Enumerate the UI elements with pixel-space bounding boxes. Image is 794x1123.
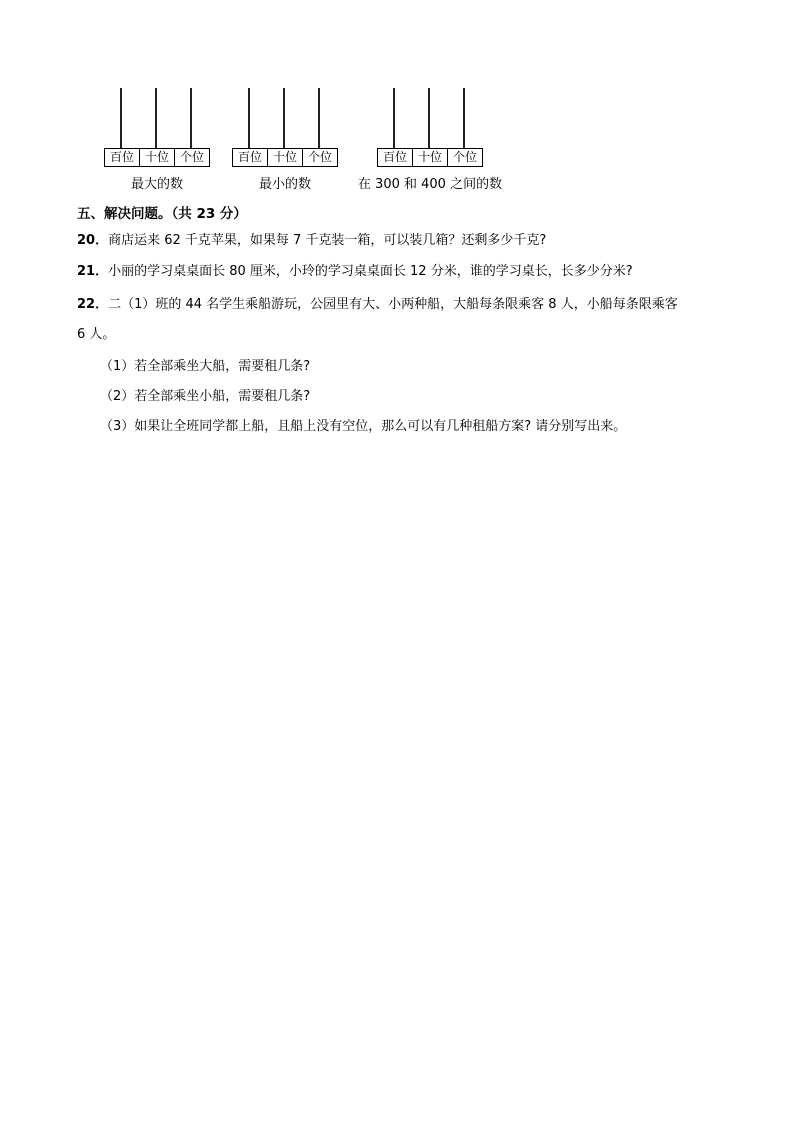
question-text: 二（1）班的 44 名学生乘船游玩，公园里有大、小两种船，大船每条限乘客 8 人，小船每条限乘客	[108, 297, 678, 312]
question-22	[77, 293, 678, 312]
abacus-rod-tens	[283, 88, 285, 148]
abacus-rod-ones	[463, 88, 465, 148]
label-tens: 十位	[268, 149, 303, 166]
abacus-rod-ones	[190, 88, 192, 148]
abacus-rod-tens	[428, 88, 430, 148]
section-title: 五、解决问题。（共 23 分）	[77, 206, 247, 222]
abacus-rods	[232, 88, 338, 148]
subquestion-1: （1）若全部乘坐大船，需要租几条?	[100, 359, 311, 374]
place-value-labels	[232, 148, 338, 167]
label-hundreds: 百位	[105, 149, 140, 166]
question-number: 22．	[77, 297, 109, 312]
abacus-rod-hundreds	[120, 88, 122, 148]
question-20	[77, 229, 546, 248]
abacus-caption: 最小的数	[258, 177, 311, 192]
question-text: 商店运来 62 千克苹果，如果每 7 千克装一箱，可以装几箱？还剩多少千克?	[108, 233, 547, 248]
abacus-rods	[104, 88, 210, 148]
abacus-rod-tens	[155, 88, 157, 148]
question-number: 21．	[77, 264, 109, 279]
question-22-continued: 6 人。	[77, 327, 116, 342]
question-number: 20．	[77, 233, 109, 248]
subquestion-2: （2）若全部乘坐小船，需要租几条?	[100, 389, 311, 404]
place-value-labels	[104, 148, 210, 167]
label-ones: 个位	[179, 150, 204, 164]
question-21	[77, 260, 633, 279]
label-hundreds: 百位	[378, 149, 413, 166]
label-ones: 个位	[452, 150, 477, 164]
abacus-rods	[377, 88, 483, 148]
label-hundreds: 百位	[233, 149, 268, 166]
abacus-largest	[104, 88, 210, 192]
abacus-caption: 最大的数	[130, 177, 183, 192]
abacus-between-300-400	[357, 88, 503, 192]
place-value-labels	[377, 148, 483, 167]
label-ones: 个位	[307, 150, 332, 164]
abacus-rod-hundreds	[248, 88, 250, 148]
subquestion-3: （3）如果让全班同学都上船，且船上没有空位，那么可以有几种租船方案? 请分别写出来。	[100, 419, 627, 434]
abacus-rod-ones	[318, 88, 320, 148]
label-tens: 十位	[140, 149, 175, 166]
abacus-caption: 在 300 和 400 之间的数	[357, 177, 503, 192]
label-tens: 十位	[413, 149, 448, 166]
abacus-rod-hundreds	[393, 88, 395, 148]
question-text: 小丽的学习桌桌面长 80 厘米，小玲的学习桌桌面长 12 分米，谁的学习桌长，长多少分米?	[108, 264, 633, 279]
abacus-smallest	[232, 88, 338, 192]
